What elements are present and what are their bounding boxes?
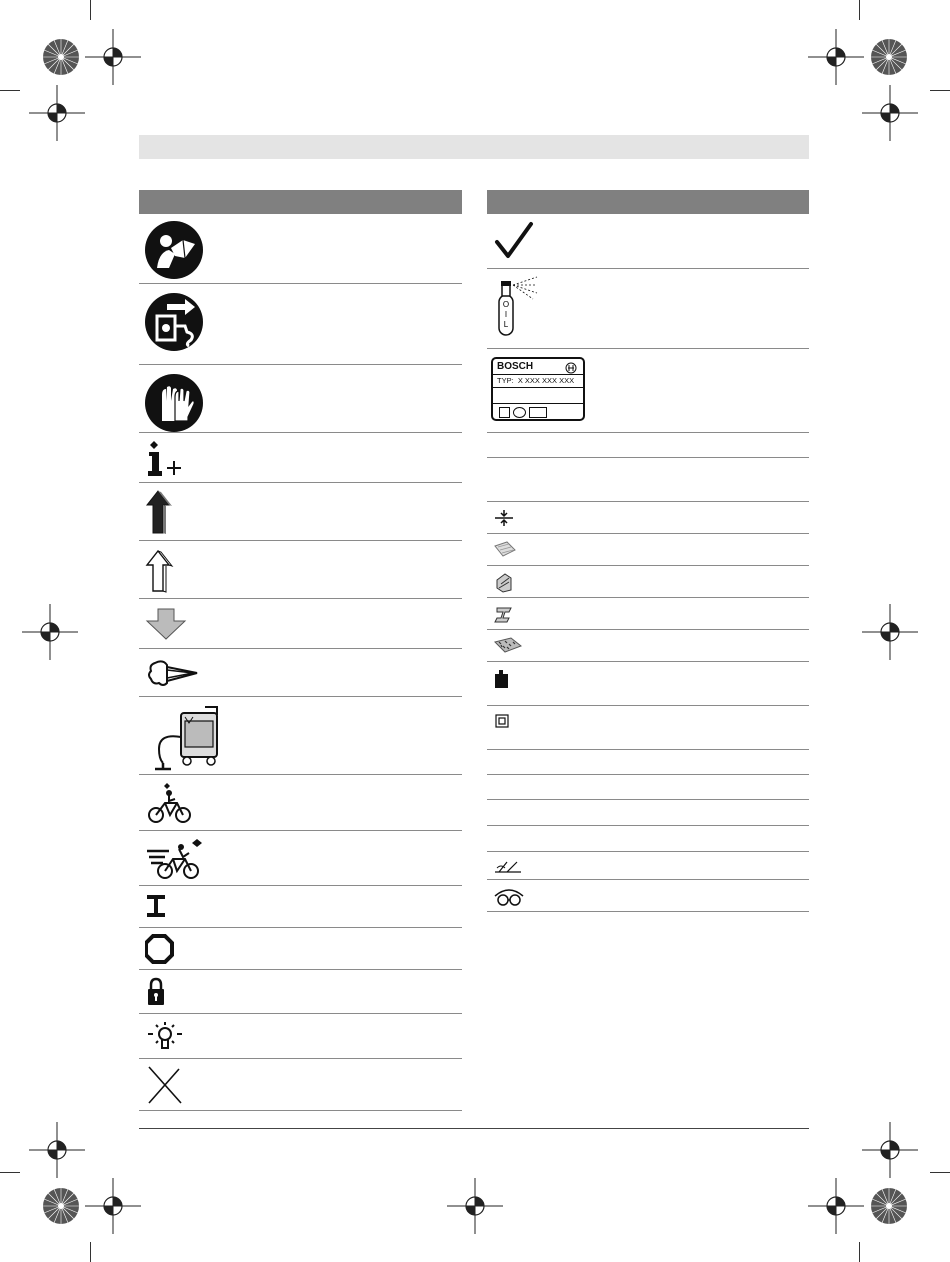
bicycle-fast-icon <box>145 837 207 881</box>
steel-profile-icon <box>493 604 517 626</box>
table-row <box>139 433 462 483</box>
lock-icon <box>145 976 175 1008</box>
masonry-icon <box>493 636 523 658</box>
table-row <box>487 502 809 534</box>
table-row <box>139 541 462 599</box>
page-header-bar <box>139 135 809 159</box>
gloves-icon <box>145 371 207 433</box>
double-insulation-icon <box>493 712 513 732</box>
oil-label-l: L <box>503 320 509 329</box>
bicycle-slow-icon <box>145 781 195 825</box>
footer-rule <box>139 1128 809 1129</box>
table-row <box>487 214 809 269</box>
right-column-heading <box>487 190 809 214</box>
table-row <box>487 433 809 458</box>
table-row <box>139 928 462 970</box>
table-row <box>139 649 462 697</box>
arrow-down-gray-icon <box>145 605 189 643</box>
table-row <box>487 269 809 349</box>
wood-icon <box>493 540 517 560</box>
chisel-angle-icon <box>493 858 525 876</box>
table-row <box>139 831 462 886</box>
weight-icon <box>493 668 513 692</box>
left-column-heading <box>139 190 462 214</box>
oil-label-i: I <box>504 310 508 319</box>
dust-blow-icon <box>145 655 201 691</box>
table-row <box>487 750 809 775</box>
table-row <box>487 662 809 706</box>
table-row <box>487 852 809 880</box>
right-symbol-table <box>487 214 809 912</box>
table-row <box>487 800 809 826</box>
nameplate-icon <box>491 357 585 421</box>
table-row <box>487 630 809 662</box>
arrow-up-outline-icon <box>145 547 185 595</box>
bosch-logo-icon <box>565 362 577 374</box>
light-bulb-icon <box>145 1020 189 1054</box>
oil-spray-icon <box>493 275 549 339</box>
table-row <box>139 599 462 649</box>
table-row <box>139 886 462 928</box>
nameplate-square <box>499 407 510 418</box>
table-row <box>487 566 809 598</box>
width-arrows-icon <box>493 508 517 528</box>
info-plus-icon <box>145 439 195 479</box>
table-row <box>139 1059 462 1111</box>
table-row <box>139 483 462 541</box>
table-row <box>487 826 809 852</box>
table-row <box>487 775 809 800</box>
arrow-up-filled-icon <box>145 489 185 537</box>
vacuum-cleaner-icon <box>145 703 225 773</box>
table-row <box>487 458 809 502</box>
metal-icon <box>493 572 517 594</box>
table-row <box>139 697 462 775</box>
nameplate-brand: BOSCH <box>497 361 534 372</box>
check-mark-icon <box>493 220 537 264</box>
table-row <box>139 970 462 1014</box>
read-manual-icon <box>145 220 207 282</box>
table-row <box>487 706 809 750</box>
table-row <box>487 349 809 433</box>
nameplate-type: TYP: X XXX XXX XXX <box>497 376 575 385</box>
table-row <box>139 284 462 365</box>
unplug-icon <box>145 290 207 352</box>
octagon-icon <box>145 934 175 964</box>
table-row <box>139 365 462 433</box>
i-beam-icon <box>145 892 175 922</box>
oil-label-o: O <box>502 300 510 309</box>
table-row <box>139 775 462 831</box>
goggles-icon <box>493 886 525 908</box>
table-row <box>487 534 809 566</box>
cross-icon <box>145 1065 185 1107</box>
nameplate-oval <box>513 407 526 418</box>
left-symbol-table <box>139 214 462 1111</box>
nameplate-rect <box>529 407 547 418</box>
table-row <box>487 880 809 912</box>
table-row <box>139 1014 462 1059</box>
table-row <box>139 214 462 284</box>
table-row <box>487 598 809 630</box>
